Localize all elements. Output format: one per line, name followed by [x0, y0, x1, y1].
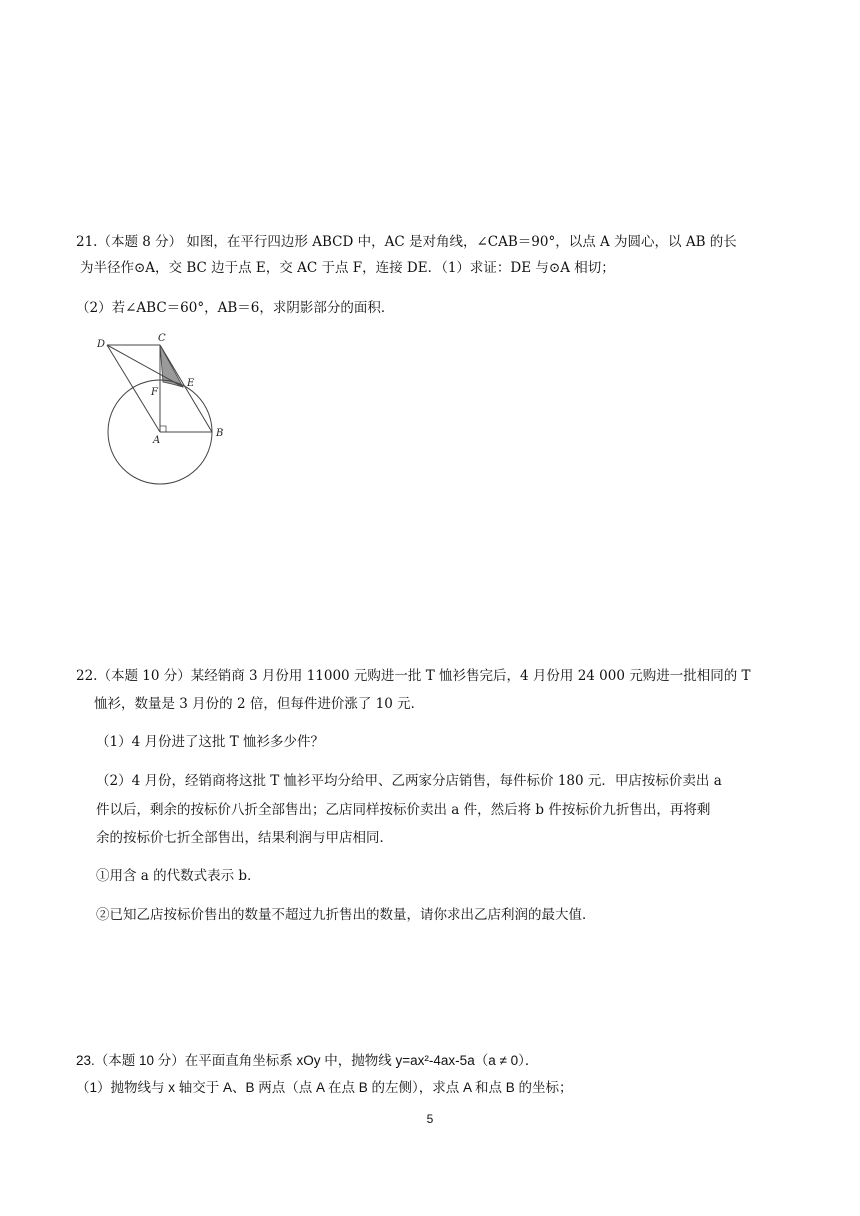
label-c: C [158, 333, 166, 344]
label-f: F [151, 387, 158, 398]
right-angle-mark [160, 426, 166, 432]
page-number: 5 [426, 1112, 434, 1126]
q22-line-6: 余的按标价七折全部售出，结果利润与甲店相同． [96, 830, 393, 846]
q22-line-1: 22.（本题 10 分）某经销商 3 月份用 11000 元购进一批 T 恤衫售完后，4 月份用 24 000 元购进一批相同的 T [76, 668, 751, 684]
q21-geometry-figure [95, 330, 245, 485]
segment-cb [160, 345, 212, 432]
q22-line-2: 恤衫，数量是 3 月份的 2 倍，但每件进价涨了 10 元． [94, 696, 425, 712]
q21-line-1: 21.（本题 8 分） 如图，在平行四边形 ABCD 中，AC 是对角线，∠CAB＝90°，以点 A 为圆心，以 AB 的长 [76, 234, 737, 250]
q22-line-8: ②已知乙店按标价售出的数量不超过九折售出的数量，请你求出乙店利润的最大值． [96, 907, 596, 923]
q22-line-5: 件以后，剩余的按标价八折全部售出；乙店同样按标价卖出 a 件，然后将 b 件按标价九折售出，再将剩 [96, 802, 711, 818]
q22-line-7: ①用含 a 的代数式表示 b． [96, 868, 261, 884]
q22-line-3: （1）4 月份进了这批 T 恤衫多少件？ [96, 734, 325, 750]
label-b: B [216, 428, 224, 439]
label-a: A [153, 435, 161, 446]
q23-line-2: （1）抛物线与 x 轴交于 A、B 两点（点 A 在点 B 的左侧），求点 A 和点 B 的坐标； [76, 1080, 573, 1095]
q21-line-3: （2）若∠ABC＝60°，AB＝6，求阴影部分的面积． [76, 300, 395, 316]
q21-line-2: 为半径作⊙A，交 BC 边于点 E，交 AC 于点 F，连接 DE．（1）求证：DE 与⊙A 相切； [80, 260, 615, 276]
q22-line-4: （2）4 月份，经销商将这批 T 恤衫平均分给甲、乙两家分店销售，每件标价 180 元．甲店按标价卖出 a [96, 773, 722, 789]
label-e: E [187, 378, 195, 389]
q23-line-1: 23.（本题 10 分）在平面直角坐标系 xOy 中，抛物线 y=ax²-4ax-5a（a ≠ 0）． [76, 1053, 539, 1068]
label-d: D [97, 339, 106, 350]
